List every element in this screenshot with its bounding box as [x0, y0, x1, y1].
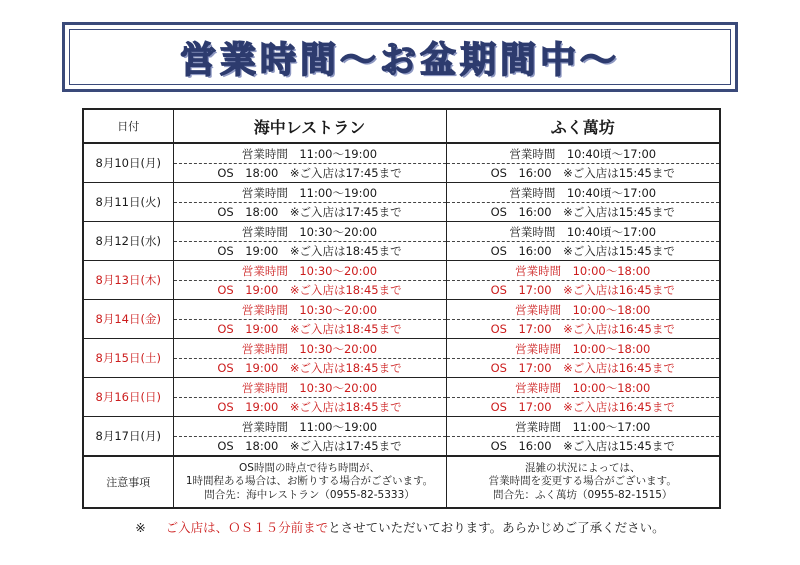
- restaurant-business-hours: 営業時間 11:00～19:00: [174, 418, 446, 437]
- notes-label: 注意事項: [83, 456, 173, 508]
- restaurant-hours-cell: [173, 261, 446, 300]
- schedule-body: [83, 143, 720, 456]
- date-cell: 8月12日(水): [83, 222, 173, 261]
- date-cell: 8月16日(日): [83, 378, 173, 417]
- fukumanbo-last-order: OS 17:00 ※ご入店は16:45まで: [490, 360, 675, 375]
- notes-row: [83, 456, 720, 508]
- table-row: [83, 339, 720, 378]
- table-row: [83, 378, 720, 417]
- fukumanbo-business-hours: 営業時間 10:00～18:00: [447, 340, 720, 359]
- fukumanbo-hours-cell: [446, 183, 720, 222]
- fukumanbo-last-order: OS 17:00 ※ご入店は16:45まで: [490, 321, 675, 336]
- header-date: 日付: [83, 109, 173, 143]
- fukumanbo-hours-cell: [446, 339, 720, 378]
- restaurant-last-order: OS 19:00 ※ご入店は18:45まで: [217, 282, 402, 297]
- restaurant-business-hours: 営業時間 10:30～20:00: [174, 262, 446, 281]
- notes-fukumanbo: [446, 456, 720, 508]
- date-cell: 8月10日(月): [83, 143, 173, 183]
- date-cell: 8月15日(土): [83, 339, 173, 378]
- table-row: [83, 143, 720, 183]
- fukumanbo-hours-cell: [446, 300, 720, 339]
- restaurant-business-hours: 営業時間 10:30～20:00: [174, 340, 446, 359]
- restaurant-business-hours: 営業時間 10:30～20:00: [174, 301, 446, 320]
- fukumanbo-last-order: OS 16:00 ※ご入店は15:45まで: [490, 165, 675, 180]
- table-row: [83, 183, 720, 222]
- footer-red-text: ご入店は、ＯＳ１５分前まで: [165, 520, 329, 535]
- restaurant-business-hours: 営業時間 10:30～20:00: [174, 223, 446, 242]
- notes-restaurant-line: OS時間の時点で待ち時間が、: [239, 461, 380, 474]
- fukumanbo-business-hours: 営業時間 10:00～18:00: [447, 262, 720, 281]
- restaurant-hours-cell: [173, 378, 446, 417]
- footer-rest-text: とさせていただいております。あらかじめご了承ください。: [328, 520, 665, 535]
- notes-restaurant: [173, 456, 446, 508]
- table-row: [83, 417, 720, 457]
- fukumanbo-hours-cell: [446, 261, 720, 300]
- restaurant-hours-cell: [173, 222, 446, 261]
- header-restaurant: 海中レストラン: [173, 109, 446, 143]
- fukumanbo-last-order: OS 16:00 ※ご入店は15:45まで: [490, 204, 675, 219]
- header-fukumanbo: ふく萬坊: [446, 109, 720, 143]
- table-row: [83, 261, 720, 300]
- fukumanbo-business-hours: 営業時間 10:00～18:00: [447, 301, 720, 320]
- notes-restaurant-line: 問合先：海中レストラン（0955-82-5333）: [204, 488, 415, 501]
- footer-mark: ※: [135, 520, 146, 535]
- fukumanbo-business-hours: 営業時間 10:40頃～17:00: [447, 145, 720, 164]
- fukumanbo-last-order: OS 17:00 ※ご入店は16:45まで: [490, 282, 675, 297]
- schedule-table: [82, 108, 721, 509]
- restaurant-business-hours: 営業時間 11:00～19:00: [174, 184, 446, 203]
- restaurant-last-order: OS 19:00 ※ご入店は18:45まで: [217, 243, 402, 258]
- restaurant-last-order: OS 19:00 ※ご入店は18:45まで: [217, 321, 402, 336]
- fukumanbo-hours-cell: [446, 143, 720, 183]
- notes-fukumanbo-line: 問合先：ふく萬坊（0955-82-1515）: [493, 488, 673, 501]
- notes-fukumanbo-line: 混雑の状況によっては、: [525, 461, 641, 474]
- restaurant-business-hours: 営業時間 10:30～20:00: [174, 379, 446, 398]
- table-header-row: [83, 109, 720, 143]
- restaurant-last-order: OS 19:00 ※ご入店は18:45まで: [217, 360, 402, 375]
- fukumanbo-business-hours: 営業時間 11:00～17:00: [447, 418, 720, 437]
- restaurant-hours-cell: [173, 300, 446, 339]
- table-row: [83, 222, 720, 261]
- fukumanbo-business-hours: 営業時間 10:40頃～17:00: [447, 223, 720, 242]
- date-cell: 8月17日(月): [83, 417, 173, 457]
- restaurant-last-order: OS 18:00 ※ご入店は17:45まで: [217, 438, 402, 453]
- date-cell: 8月11日(火): [83, 183, 173, 222]
- fukumanbo-business-hours: 営業時間 10:00～18:00: [447, 379, 720, 398]
- notes-fukumanbo-line: 営業時間を変更する場合がございます。: [488, 475, 677, 488]
- date-cell: 8月14日(金): [83, 300, 173, 339]
- fukumanbo-last-order: OS 16:00 ※ご入店は15:45まで: [490, 438, 675, 453]
- restaurant-last-order: OS 18:00 ※ご入店は17:45まで: [217, 165, 402, 180]
- restaurant-last-order: OS 18:00 ※ご入店は17:45まで: [217, 204, 402, 219]
- title-banner-inner: [69, 29, 731, 85]
- title-banner: [62, 22, 738, 92]
- restaurant-hours-cell: [173, 143, 446, 183]
- fukumanbo-last-order: OS 16:00 ※ご入店は15:45まで: [490, 243, 675, 258]
- restaurant-hours-cell: [173, 417, 446, 457]
- fukumanbo-last-order: OS 17:00 ※ご入店は16:45まで: [490, 399, 675, 414]
- page-title: 営業時間～お盆期間中～: [179, 39, 620, 81]
- date-cell: 8月13日(木): [83, 261, 173, 300]
- restaurant-last-order: OS 19:00 ※ご入店は18:45まで: [217, 399, 402, 414]
- table-row: [83, 300, 720, 339]
- restaurant-business-hours: 営業時間 11:00～19:00: [174, 145, 446, 164]
- fukumanbo-hours-cell: [446, 378, 720, 417]
- fukumanbo-hours-cell: [446, 417, 720, 457]
- fukumanbo-hours-cell: [446, 222, 720, 261]
- notes-restaurant-line: 1時間程ある場合は、お断りする場合がございます。: [185, 475, 434, 488]
- restaurant-hours-cell: [173, 339, 446, 378]
- restaurant-hours-cell: [173, 183, 446, 222]
- fukumanbo-business-hours: 営業時間 10:40頃～17:00: [447, 184, 720, 203]
- footer-note: [0, 518, 800, 536]
